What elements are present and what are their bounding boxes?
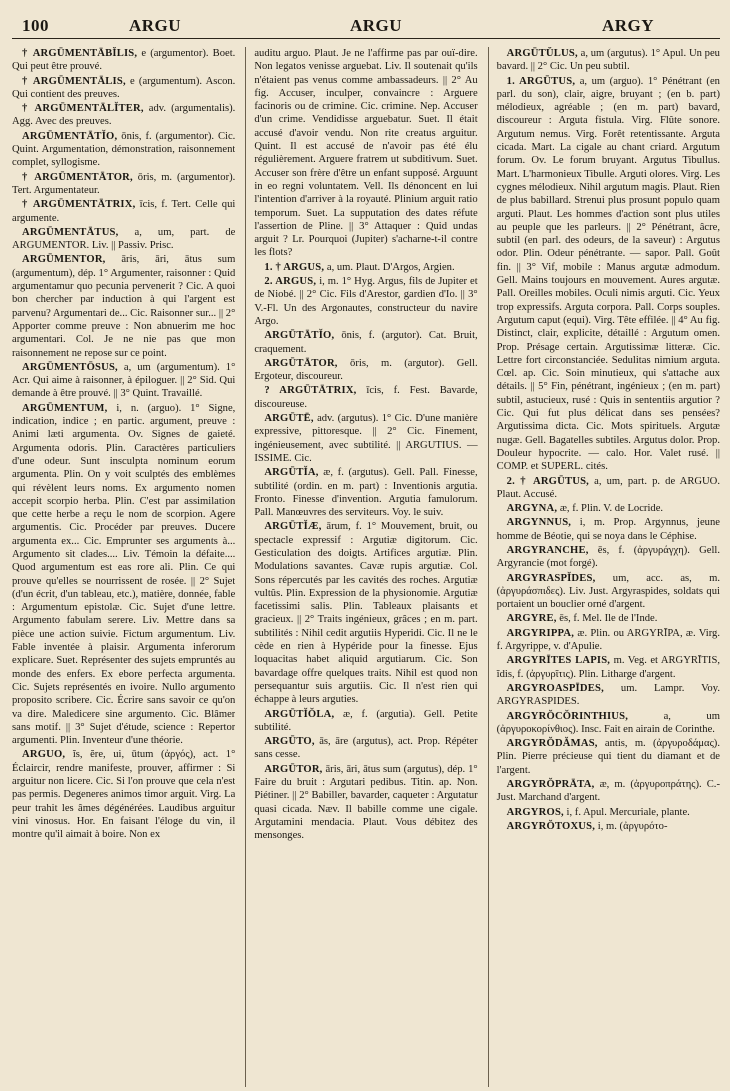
dictionary-entry: [12, 226, 235, 253]
entry-headword: ARGŪMENTĀTĬO,: [22, 130, 118, 142]
entry-headword: 2. † ARGŪTUS,: [506, 475, 590, 487]
entry-definition: a, um (argumentum). 1° Acr. Qui aime à raisonner, à épiloguer. || 2° Sid. Qui demande à être prouvé. || 3° Quint. Travaillé.: [12, 361, 236, 400]
dictionary-entry: [497, 612, 720, 625]
dictionary-entry: [497, 475, 720, 502]
entry-headword: ARGŪTĒ,: [264, 413, 314, 425]
entry-headword: ARGŪTĀTOR,: [264, 357, 338, 369]
entry-headword: ARGYRE,: [506, 613, 557, 625]
dictionary-entry: [12, 198, 235, 225]
entry-definition: æ, m. (ἀργυροπράτης). C.-Just. Marchand d'argent.: [496, 779, 720, 804]
entry-headword: 1. ARGŪTUS,: [506, 75, 576, 87]
dictionary-entry: [254, 412, 477, 465]
entry-headword: ? ARGŪTĀTRIX,: [264, 385, 357, 397]
entry-definition: i, m. 1° Hyg. Argus, fils de Jupiter et de Niobé. || 2° Cic. Fils d'Arestor, gardien d'Io. || 3° V.-Fl. Un des Argonautes, constructeur du navire Argo.: [254, 276, 478, 327]
page-header: [12, 14, 720, 39]
entry-definition: i, n. (arguo). 1° Signe, indication, indice ; en partic. argument, preuve : Animi læti argumenta. Ov. Signes de gaieté. Argumenta odoris. Plin. Caractères particuliers d'une odeur. Sunt insculpta nominum eorum argumenta. Plin. On y voit sculptés des emblèmes qui révèlent leurs noms. Ex argumento nomen accepit scorpio herba. Plin. C'est par assimilation que cette herbe a reçu le nom de scorpion. Agere argumentis. Cic. Procéder par preuves. Ducere argumenta ex... Cic. Emprunter ses arguments à... Argumento sit clades.... Liv. Témoin la défaite.... Quod argumentum est eas rore ali. Plin. Ce qui prouve qu'elles se nourrissent de rosée. || 2° Sujet (d'un écrit, d'un tableau, etc.), matière, donnée, fable : Argumentum epistolæ. Cic. Sujet d'une lettre. Argumento fabulam serere. Liv. Mettre dans sa pièce une action suivie. Fictum argumentum. Liv. Fable inventée à plaisir. Argumenta inferorum explicare. Suet. Représenter des sujets empruntés au monde des enfers. Ex ebore perfecta argumenta. Cic. Sujets représentés en ivoire. Nullo argumento proposito scribere. Cic. Écrire sans savoir ce qu'on va dire. Maledicere sine argumento. Cic. Blâmer sans motif. || 3° Sujet d'étude, science : Repertor argumenti. Plin. Inventeur d'une théorie.: [12, 402, 236, 747]
entry-definition: a, um, part. p. de ARGUO. Plaut. Accusé.: [496, 475, 720, 500]
entry-definition: ĭs, ĕre, ui, ūtum (ἀργός), act. 1° Éclaircir, rendre manifeste, prouver, affirmer : Si arguitur non licere. Cic. Si l'on prouve que cela n'est pas permis. Degeneres animos timor arguit. Virg. La peur trahit les âmes dégénérées. Laudibus arguitur vini vinosus. Hor. En faisant l'éloge du vin, il montre qu'il aimait à boire. Non ex: [12, 749, 236, 841]
entry-definition: e (argumentor). Boet. Qui peut être prouvé.: [12, 48, 236, 73]
entry-headword: ARGŪTĬŎLA,: [264, 708, 335, 720]
entry-definition: i, m. (ἀργυρότο-: [597, 820, 668, 832]
entry-definition: ās, āre (argutus), act. Prop. Répéter sans cesse.: [254, 736, 478, 761]
dictionary-entry: [254, 708, 477, 735]
entry-definition: ēs, f. (ἀργυράγχη). Gell. Argyrancie (mot forgé).: [496, 544, 720, 570]
entry-headword: ARGŪMENTOR,: [22, 254, 106, 266]
running-head-center: ARGU: [350, 16, 403, 35]
dictionary-entry: [497, 572, 720, 612]
dictionary-entry: [254, 329, 477, 356]
entry-definition: īcis, f. Tert. Celle qui argumente.: [12, 199, 236, 224]
entry-headword: ARGYRANCHE,: [506, 544, 589, 556]
dictionary-entry: [254, 466, 477, 519]
dictionary-entry: [497, 516, 720, 543]
dictionary-entry: [12, 402, 235, 748]
entry-definition: e (argumentum). Ascon. Qui contient des preuves.: [12, 75, 236, 100]
entry-headword: † ARGŪMENTĀLĬTER,: [22, 103, 144, 115]
dictionary-entry: [497, 502, 720, 515]
dictionary-entry: [12, 748, 235, 841]
entry-definition: āris, āri, ātus sum (argutus), dép. 1° Faire du bruit : Argutari pedibus. Titin. ap. Non. Piétiner. || 2° Babiller, bavarder, caqueter : Argutatur quasi cicada. Næv. Il babille comme une cigale. Argutamini mendacia. Plaut. Vous débitez des mensonges.: [254, 763, 478, 842]
entry-definition: ōris, m. (argumentor). Tert. Argumentateur.: [12, 171, 236, 196]
entry-definition: a, um (arguo). 1° Pénétrant (en parl. du son), clair, aigre, bruyant ; (en b. part) mélodieux, agréable ; (en m. part) bavard, discoureur : Arguta fistula. Virg. Flûte sonore. Argutum nemus. Virg. Forêt retentissante. Arguta cicada. Mart. La cigale au chant criard. Argutum forum. Ov. Le forum bruyant. Argutus Tibullus. Mart. L'harmonieux Tibulle. Arguti olores. Virg. Les cygnes mélodieux. Nihil argutum magis. Plaut. Rien de plus babillard. Strenui plus prosunt populo quam arguti. Plaut. Les hommes d'action sont plus utiles au peuple que les parleurs. || 2° Pénétrant, âcre, subtil (en parl. des odeurs, de la saveur) : Argutus odor. Plin. Odeur pénétrante. — sapor. Pall. Goût fin. || 3° Vif, mobile : Manus argutæ admodum. Gell. Mains toujours en mouvement. Aures argutæ. Pall. Oreilles mobiles. Oculi nimis arguti. Cic. Yeux trop expressifs. Arguta corpora. Pall. Corps souples. Argutum caput (equi). Virg. Tête effilée. || 4° Au fig. Distinct, clair, explicite, détaillé : Argutum omen. Prop. Présage certain. Argutissimæ litteræ. Cic. Lettre fort circonstanciée. Sedulitas nimium arguta. Cœl. ap. Cic. Soin minutieux, qui s'attache aux détails. || 5° Fin, pénétrant, ingénieux ; (en m. part) subtil, astucieux, rusé : Quis in sententiis argutior ? Cic. Qui fut plus délicat dans ses pensées? Argutissima dicta. Cic. Mots spirituels. Argutæ nugæ. Gell. Bagatelles subtiles. Argutus dolor. Prop. Douleur hypocrite. — calo. Hor. Valet rusé. || COMP. et SUPERL. cités.: [496, 75, 720, 473]
entry-headword: † ARGŪMENTĀLIS,: [22, 75, 126, 87]
entry-definition: i, f. Apul. Mercuriale, plante.: [566, 806, 690, 818]
entry-headword: ARGYRŎTOXUS,: [506, 820, 596, 832]
dictionary-entry: [497, 682, 720, 709]
columns: [12, 47, 720, 1087]
entry-definition: īcis, f. Fest. Bavarde, discoureuse.: [254, 385, 478, 410]
entry-definition: adv. (argumentalis). Agg. Avec des preuves.: [12, 103, 236, 128]
entry-headword: ARGUO,: [22, 749, 66, 761]
dictionary-entry: [497, 75, 720, 474]
entry-definition: a, um, part. de ARGUMENTOR. Liv. || Passiv. Prisc.: [12, 226, 236, 252]
entry-headword: ARGYNA,: [506, 503, 558, 515]
dictionary-entry: [254, 384, 477, 411]
entry-headword: ARGŪTOR,: [264, 763, 323, 775]
entry-definition: æ. Plin. ou ARGYRĪPA, æ. Virg. f. Argyrippe, v. d'Apulie.: [496, 627, 720, 653]
dictionary-entry: [497, 654, 720, 681]
entry-definition: æ, f. (argutus). Gell. Pall. Finesse, subtilité (ordin. en m. part) : Inventionis argutia. Fronto. Finesse d'invention. Argutia famulorum. Pall. Manœuvres des serviteurs. Voy. le suiv.: [254, 467, 478, 519]
dictionary-entry: [497, 627, 720, 654]
entry-definition: a, um (argutus). 1° Apul. Un peu bavard. || 2° Cic. Un peu subtil.: [496, 48, 720, 73]
entry-headword: ARGYROASPĪDES,: [506, 682, 604, 694]
entry-headword: ARGŪTŬLUS,: [506, 48, 578, 59]
entry-headword: ARGYRIPPA,: [506, 627, 575, 639]
entry-headword: ARGYNNUS,: [506, 517, 572, 529]
entry-headword: ARGŪTĀTĬO,: [264, 330, 335, 342]
entry-definition: antis, m. (ἀργυροδάμας). Plin. Pierre précieuse qui tient du diamant et de l'argent.: [496, 738, 720, 776]
entry-headword: ARGYRŎCŎRINTHIUS,: [506, 710, 629, 722]
dictionary-entry: [12, 75, 235, 102]
entry-headword: ARGŪMENTŌSUS,: [22, 361, 118, 373]
running-head-right: ARGY: [602, 16, 655, 35]
dictionary-entry: [254, 735, 477, 762]
dictionary-entry: [12, 102, 235, 129]
entry-definition: a, um. Plaut. D'Argos, Argien.: [326, 261, 455, 273]
dictionary-entry: [12, 361, 235, 401]
entry-headword: † ARGŪMENTĀTRIX,: [22, 199, 136, 211]
entry-definition: ōnis, f. (argumentor). Cic. Quint. Argumentation, démonstration, raisonnement complet, syllogisme.: [12, 130, 236, 169]
entry-headword: ARGŪTĬÆ,: [264, 521, 322, 533]
dictionary-entry: [497, 544, 720, 571]
entry-headword: ARGYRŎDĂMAS,: [506, 738, 598, 750]
dictionary-entry: [12, 47, 235, 74]
entry-definition: adv. (argutus). 1° Cic. D'une manière expressive, pittoresque. || 2° Cic. Finement, ingénieusement, avec subtilité. || ARGUTIUS. —ISSIME. Cic.: [254, 413, 478, 464]
dictionary-entry: [254, 47, 477, 260]
entry-definition: æ, f. Plin. V. de Locride.: [559, 503, 664, 515]
entry-definition: ēs, f. Mel. Ile de l'Inde.: [559, 613, 658, 625]
column-right: [488, 47, 720, 1087]
dictionary-entry: [497, 806, 720, 819]
entry-headword: ARGYROS,: [506, 806, 564, 818]
entry-definition: āris, āri, ātus sum (argumentum), dép. 1° Argumenter, raisonner : Quid argumentamur quo pecunia pervenerit ? Cic. A quoi bon chercher par induction à qui l'argent est parvenu? Argumentari de... Cic. Raisonner sur... || 2° Apporter comme preuve : Non abnuerim me hoc argumentari. Col. Je ne nie pas que mon raisonnement ne repose sur ce point.: [12, 254, 236, 359]
entry-definition: um. Lampr. Voy. ARGYRASPIDES.: [496, 682, 720, 708]
entry-headword: † ARGŪMENTĀTOR,: [22, 171, 133, 183]
entry-headword: ARGYRASPĬDES,: [506, 572, 596, 584]
dictionary-entry: [497, 47, 720, 74]
entry-headword: ARGŪTĬA,: [264, 467, 319, 479]
dictionary-entry: [12, 171, 235, 198]
entry-definition: ōnis, f. (argutor). Cat. Bruit, craquement.: [254, 330, 478, 355]
entry-definition: i, m. Prop. Argynnus, jeune homme de Béotie, qui se noya dans le Céphise.: [496, 517, 720, 542]
entry-headword: ARGŪMENTĀTUS,: [22, 226, 119, 238]
dictionary-entry: [254, 275, 477, 328]
page-number: 100: [22, 16, 49, 35]
column-left: [12, 47, 235, 1087]
entry-definition: um, acc. as, m. (ἀργυράσπιδες). Liv. Just. Argyraspides, soldats qui portaient un bouclier orné d'argent.: [496, 572, 720, 611]
entry-headword: ARGYRĪTES LAPIS,: [506, 655, 611, 667]
entry-definition: a, um (ἀργυροκορίνθιος). Insc. Fait en airain de Corinthe.: [496, 710, 720, 735]
dictionary-entry: [254, 763, 477, 843]
dictionary-entry: [497, 778, 720, 805]
entry-headword: ARGŪTO,: [264, 736, 315, 748]
dictionary-entry: [254, 357, 477, 384]
dictionary-entry: [12, 253, 235, 359]
entry-headword: 1. † ARGUS,: [264, 261, 325, 273]
dictionary-entry: [254, 520, 477, 706]
entry-headword: † ARGŪMENTĀBĬLIS,: [22, 48, 138, 59]
entry-headword: ARGŪMENTUM,: [22, 402, 108, 414]
entry-headword: ARGYRŎPRĀTA,: [506, 779, 595, 791]
dictionary-entry: [254, 261, 477, 274]
running-head-left: ARGU: [129, 16, 182, 35]
entry-definition: ōris, m. (argutor). Gell. Ergoteur, discoureur.: [254, 357, 478, 383]
entry-definition: ārum, f. 1° Mouvement, bruit, ou spectacle expressif : Argutiæ digitorum. Cic. Gesticulation des doigts. Artifices argutiæ. Plin. Modulations savantes. Cavæ rupis argutiæ. Col. Sons répercutés par les cavités des roches. Argutiæ vultûs. Plin. Expression de la physionomie. Argutiæ facetissimi salis. Plin. Tableaux plaisants et gracieux. || 2° Traits ingénieux, grâces ; en m. part. subtilités : Nihil cedit argutiis Hyperidi. Cic. Il ne le cède en rien à Hypéride pour la finesse. Ejus loquacitas habet aliquid argutiarum. Cic. Son bavardage offre quelques traits. Nihil est quod non persequantur suis argutiis. Cic. Il n'est rien qui échappe à leurs arguties.: [254, 521, 478, 706]
dictionary-entry: [497, 820, 720, 833]
entry-definition: m. Veg. et ARGYRĪTIS, ĭdis, f. (ἀργυρῖτις). Plin. Litharge d'argent.: [496, 655, 720, 680]
entry-definition: æ, f. (argutia). Gell. Petite subtilité.: [254, 708, 478, 733]
dictionary-entry: [497, 737, 720, 777]
dictionary-entry: [497, 710, 720, 737]
entry-definition: auditu arguo. Plaut. Je ne l'affirme pas par ouï-dire. Non legatos venisse arguebat. Liv. Il soutenait qu'ils n'étaient pas venus comme ambassadeurs. || 2° Au fig. Accuser, inculper, convaincre : Arguere facinoris ou de crimine. Cic. crimine. Nep. Accuser d'un crime. Vendidisse arguebatur. Suet. Il était accusé d'avoir vendu. Non rite creatus arguitur. Quint. Il est accusé de n'avoir pas été élu régulièrement. Arguere fratrem ut subditivum. Suet. Accuser son frère d'être un enfant supposé. Arguunt in eo regni voluntatem. Vell. Ils dénoncent en lui l'intention d'arriver à la royauté. Plinium arguit ratio temporum. Suet. La supputation des dates réfute l'assertion de Pline. || 3° Attaquer : Quid undas arguit ? Lr. Pourquoi (Jupiter) s'acharne-t-il contre les flots?: [254, 48, 478, 259]
entry-headword: 2. ARGUS,: [264, 276, 317, 288]
column-middle: [245, 47, 477, 1087]
dictionary-entry: [12, 130, 235, 170]
